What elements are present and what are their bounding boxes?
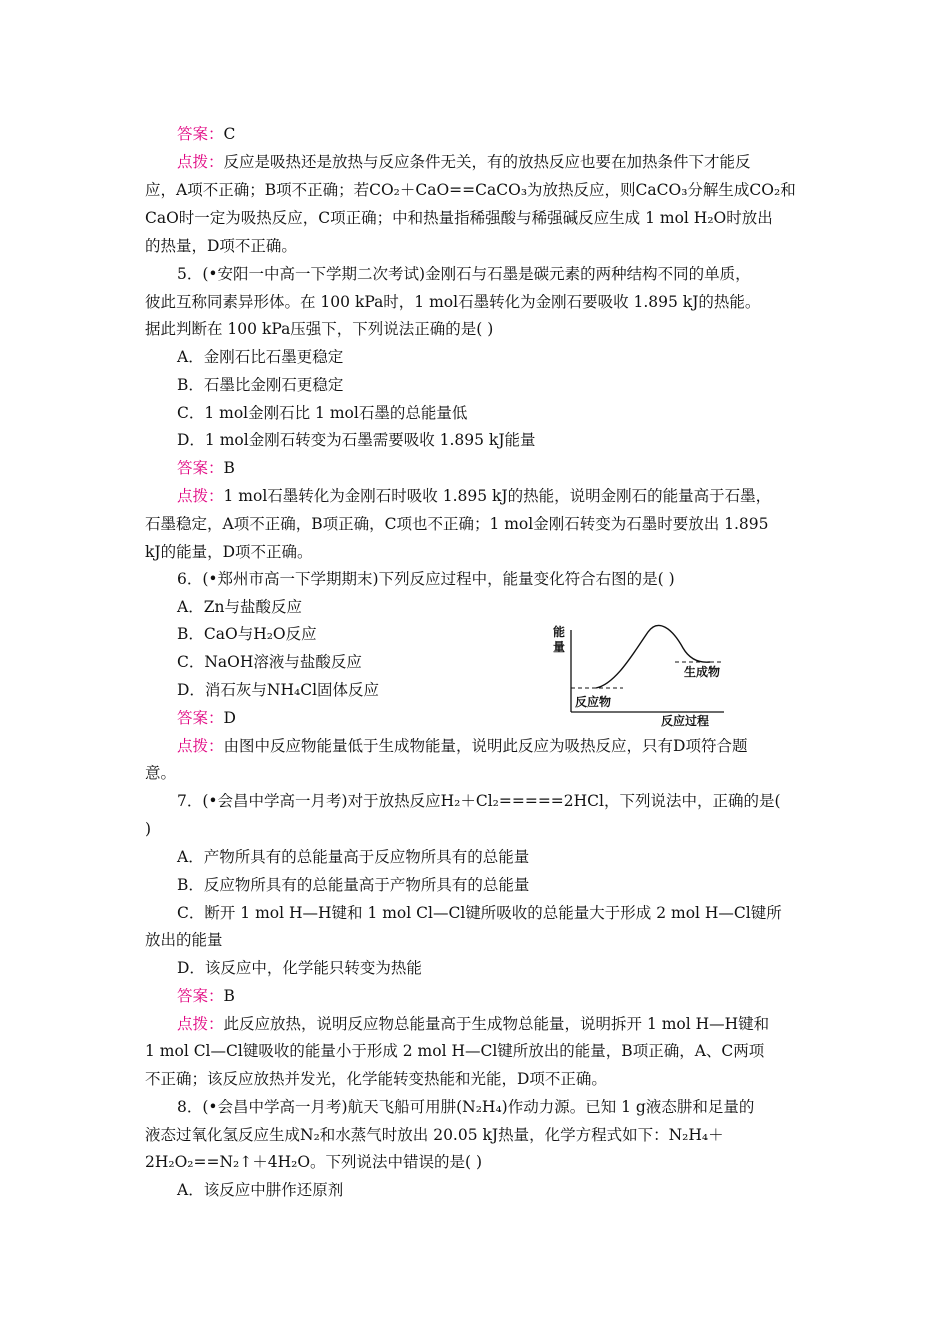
product-label: 生成物 xyxy=(684,665,721,679)
text-line xyxy=(145,180,796,200)
line-text: C．断开 1 mol H—H键和 1 mol Cl—Cl键所吸收的总能量大于形成 2 mol H—Cl键所 xyxy=(177,904,782,922)
text-line xyxy=(177,680,379,700)
line-text: C．1 mol金刚石比 1 mol石墨的总能量低 xyxy=(177,404,468,422)
line-text: C．NaOH溶液与盐酸反应 xyxy=(177,653,362,671)
line-text: 液态过氧化氢反应生成N₂和水蒸气时放出 20.05 kJ热量，化学方程式如下：N₂H₄＋ xyxy=(145,1126,724,1144)
text-line xyxy=(145,208,773,228)
text-line xyxy=(177,458,235,478)
text-line xyxy=(145,763,176,783)
text-line xyxy=(145,819,151,839)
text-line xyxy=(177,1097,754,1117)
line-text: D xyxy=(223,709,236,727)
line-text: ) xyxy=(145,820,152,838)
x-axis-label: 反应过程 xyxy=(661,714,710,728)
text-line xyxy=(145,1125,724,1145)
text-line xyxy=(145,1069,607,1089)
text-line xyxy=(177,264,751,284)
line-text: 应，A项不正确；B项不正确；若CO₂＋CaO==CaCO₃为放热反应，则CaCO₃分解生成CO₂和 xyxy=(145,181,796,199)
text-line xyxy=(177,569,675,589)
text-line xyxy=(177,347,343,367)
line-text: A．该反应中肼作还原剂 xyxy=(177,1181,344,1199)
text-line xyxy=(177,791,781,811)
text-line xyxy=(145,1041,764,1061)
line-text: CaO时一定为吸热反应，C项正确；中和热量指稀强酸与稀强碱反应生成 1 mol H₂O时放出 xyxy=(145,209,773,227)
line-text: B xyxy=(223,459,235,477)
text-line xyxy=(177,986,235,1006)
text-line xyxy=(177,624,317,644)
line-text: A．Zn与盐酸反应 xyxy=(177,598,302,616)
line-text: D．1 mol金刚石转变为石墨需要吸收 1.895 kJ能量 xyxy=(177,431,536,449)
text-line xyxy=(177,847,529,867)
reactant-label: 反应物 xyxy=(575,695,612,709)
text-line xyxy=(177,403,467,423)
answer-label: 点拨： xyxy=(177,1015,224,1033)
text-line xyxy=(177,1180,343,1200)
answer-label: 答案： xyxy=(177,987,224,1005)
text-line xyxy=(177,124,235,144)
line-text: 6．(•郑州市高一下学期期末)下列反应过程中，能量变化符合右图的是( ) xyxy=(177,570,675,588)
answer-label: 点拨： xyxy=(177,737,224,755)
text-line xyxy=(177,1014,769,1034)
line-text: 此反应放热，说明反应物总能量高于生成物总能量，说明拆开 1 mol H—H键和 xyxy=(223,1015,770,1033)
line-text: 7．(•会昌中学高一月考)对于放热反应H₂＋Cl₂=====2HCl，下列说法中，正确的是( xyxy=(177,792,781,810)
text-line xyxy=(145,236,297,256)
line-text: D．消石灰与NH₄Cl固体反应 xyxy=(177,681,380,699)
text-line xyxy=(177,430,536,450)
answer-label: 点拨： xyxy=(177,153,224,171)
line-text: 石墨稳定，A项不正确，B项正确，C项也不正确；1 mol金刚石转变为石墨时要放出 1.895 xyxy=(145,515,769,533)
line-text: 8．(•会昌中学高一月考)航天飞船可用肼(N₂H₄)作动力源。已知 1 g液态肼和足量的 xyxy=(177,1098,755,1116)
line-text: B．反应物所具有的总能量高于产物所具有的总能量 xyxy=(177,876,530,894)
text-line xyxy=(145,514,769,534)
line-text: B．石墨比金刚石更稳定 xyxy=(177,376,344,394)
text-line xyxy=(145,930,223,950)
line-text: 由图中反应物能量低于生成物能量，说明此反应为吸热反应，只有D项符合题 xyxy=(223,737,748,755)
line-text: B．CaO与H₂O反应 xyxy=(177,625,317,643)
text-line xyxy=(177,652,362,672)
line-text: 1 mol石墨转化为金刚石时吸收 1.895 kJ的热能，说明金刚石的能量高于石墨， xyxy=(223,487,772,505)
text-line xyxy=(177,152,751,172)
text-line xyxy=(177,708,236,728)
line-text: 的热量，D项不正确。 xyxy=(145,237,297,255)
y-axis-label-bottom: 量 xyxy=(553,640,566,654)
text-line xyxy=(177,903,782,923)
text-line xyxy=(177,958,422,978)
text-line xyxy=(177,486,771,506)
line-text: C xyxy=(223,125,236,143)
y-axis-label-top: 能 xyxy=(553,625,566,639)
answer-label: 答案： xyxy=(177,459,224,477)
line-text: 彼此互称同素异形体。在 100 kPa时，1 mol石墨转化为金刚石要吸收 1.895 kJ的热能。 xyxy=(145,293,761,311)
line-text: 放出的能量 xyxy=(145,931,223,949)
line-text: B xyxy=(223,987,235,1005)
energy-diagram xyxy=(548,612,738,732)
line-text: 不正确；该反应放热并发光，化学能转变热能和光能，D项不正确。 xyxy=(145,1070,607,1088)
text-line xyxy=(145,542,313,562)
answer-label: 答案： xyxy=(177,125,224,143)
line-text: 意。 xyxy=(145,764,177,782)
text-line xyxy=(177,875,529,895)
line-text: 反应是吸热还是放热与反应条件无关，有的放热反应也要在加热条件下才能反 xyxy=(223,153,751,171)
line-text: 据此判断在 100 kPa压强下，下列说法正确的是( ) xyxy=(145,320,494,338)
line-text: 2H₂O₂==N₂↑＋4H₂O。下列说法中错误的是( ) xyxy=(145,1153,483,1171)
line-text: A．产物所具有的总能量高于反应物所具有的总能量 xyxy=(177,848,530,866)
line-text: kJ的能量，D项不正确。 xyxy=(145,543,313,561)
line-text: 1 mol Cl—Cl键吸收的能量小于形成 2 mol H—Cl键所放出的能量，B项正确，A、C两项 xyxy=(145,1042,765,1060)
answer-label: 答案： xyxy=(177,709,224,727)
text-line xyxy=(145,319,493,339)
text-line xyxy=(145,1152,482,1172)
text-line xyxy=(145,292,760,312)
text-line xyxy=(177,597,302,617)
text-line xyxy=(177,375,343,395)
line-text: A．金刚石比石墨更稳定 xyxy=(177,348,344,366)
text-line xyxy=(177,736,747,756)
line-text: D．该反应中，化学能只转变为热能 xyxy=(177,959,422,977)
answer-label: 点拨： xyxy=(177,487,224,505)
line-text: 5．(•安阳一中高一下学期二次考试)金刚石与石墨是碳元素的两种结构不同的单质， xyxy=(177,265,751,283)
